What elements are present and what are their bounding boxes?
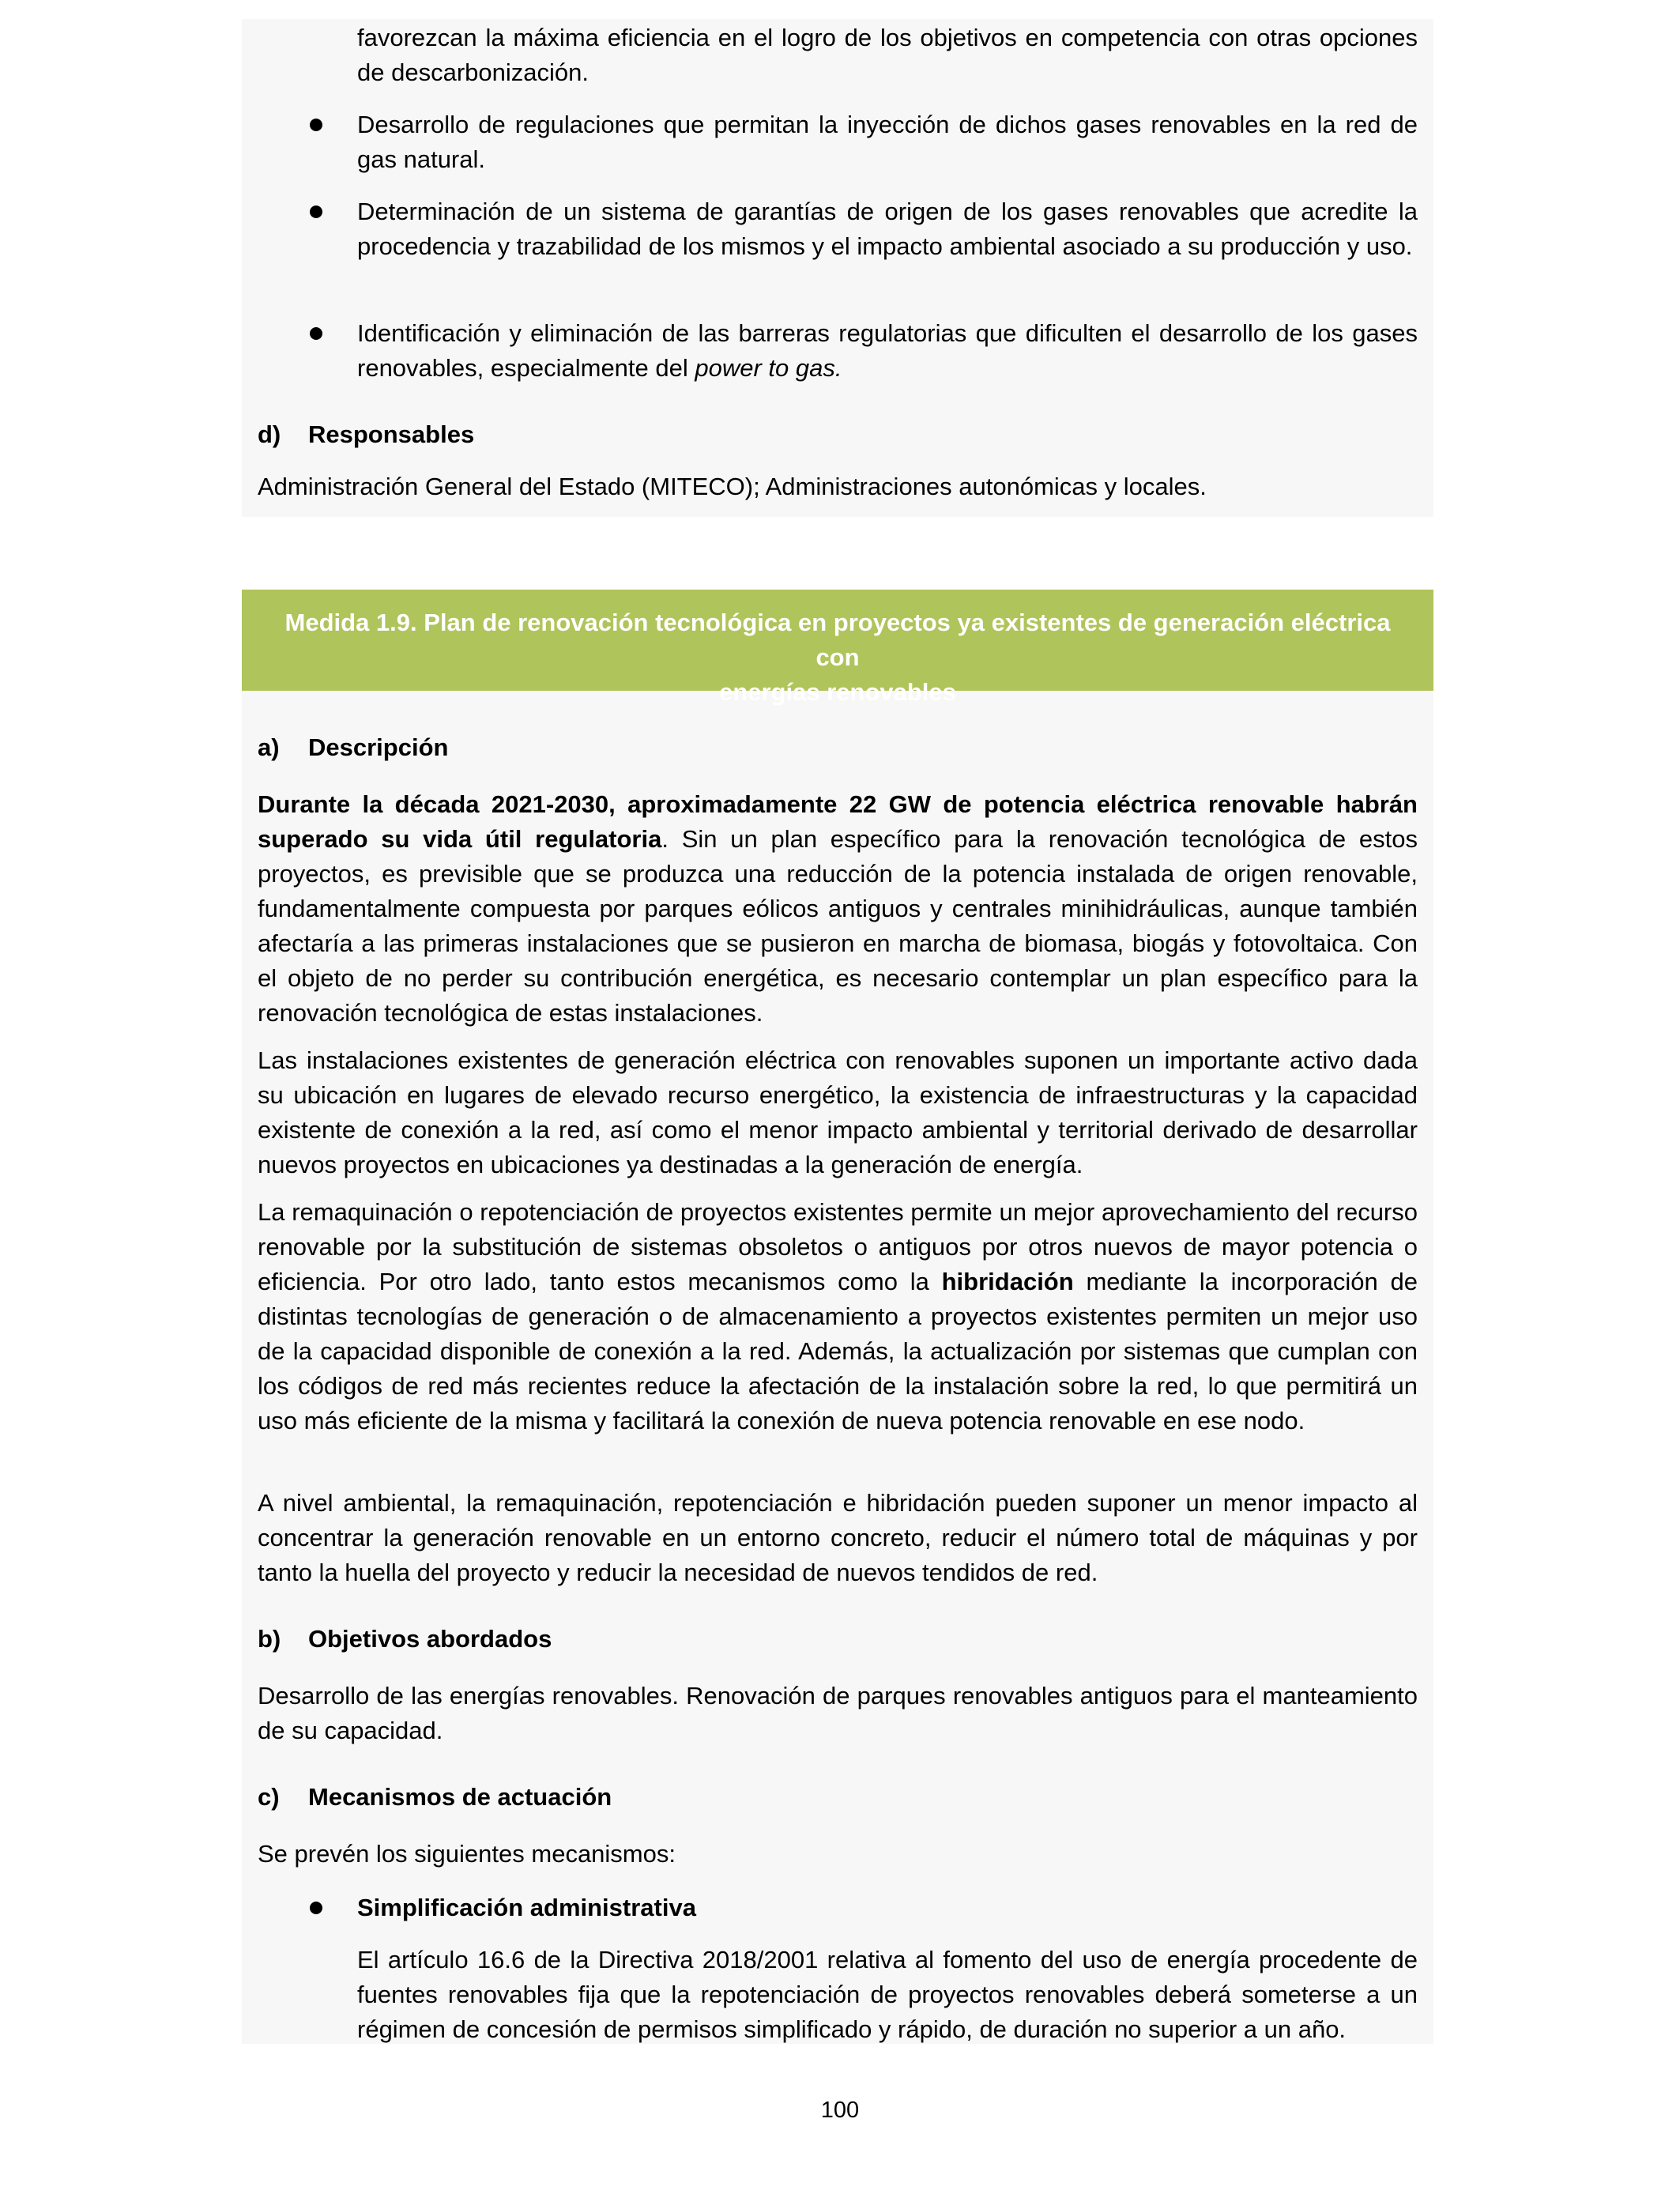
- bullet-icon: [310, 327, 322, 340]
- bullet-icon: [310, 119, 322, 131]
- bullet-icon: [310, 205, 322, 218]
- bullet-item: Desarrollo de regulaciones que permitan la inyección de dichos gases renovables en la red de gas natural.: [357, 111, 1418, 173]
- mecanismos-intro: Se prevén los siguientes mecanismos:: [258, 1840, 676, 1868]
- description-paragraph-3: La remaquinación o repotenciación de proyectos existentes permite un mejor aprovechamiento del recurso renovable por la substitución de sistemas obsoletos o antiguos por otros nuevos de mayor potencia o eficiencia. Por otro lado, tanto estos mecanismos como la hibridación mediante la incorporación de distintas tecnologías de generación o de almacenamiento a proyectos existentes permiten un mejor uso de la capacidad disponible de conexión a la red. Además, la actualización por sistemas que cumplan con los códigos de red más recientes reduce la afectación de la instalación sobre la red, lo que permitirá un uso más eficiente de la misma y facilitará la conexión de nueva potencia renovable en ese nodo.: [258, 1198, 1418, 1434]
- section-heading-b: b) Objetivos abordados: [258, 1625, 552, 1653]
- bullet-icon: [310, 1902, 322, 1914]
- description-paragraph-1: [258, 787, 1418, 1031]
- section-heading-a: a) Descripción: [258, 733, 449, 761]
- responsables-text: Administración General del Estado (MITECO); Administraciones autonómicas y locales.: [258, 473, 1207, 500]
- bullet-italic: power to gas.: [695, 354, 842, 382]
- measure-title-bar: [242, 590, 1433, 706]
- hibridacion-bold: hibridación: [941, 1268, 1074, 1295]
- bullet-item: [357, 316, 1418, 386]
- measure-title-line1: Medida 1.9. Plan de renovación tecnológica en proyectos ya existentes de generación eléctrica con: [284, 609, 1391, 671]
- description-paragraph-2: Las instalaciones existentes de generación eléctrica con renovables suponen un importante activo dada su ubicación en lugares de elevado recurso energético, la existencia de infraestructuras y la capacidad existente de conexión a la red, así como el menor impacto ambiental y territorial derivado de desarrollar nuevos proyectos en ubicaciones ya destinadas a la generación de energía.: [258, 1046, 1418, 1178]
- description-bold: Durante la década 2021-2030, aproximadamente 22 GW de potencia eléctrica renovable habrán superado su vida útil regulatoria: [258, 790, 1418, 853]
- mechanism-text: El artículo 16.6 de la Directiva 2018/2001 relativa al fomento del uso de energía procedente de fuentes renovables fija que la repotenciación de proyectos renovables deberá someterse a un régimen de concesión de permisos simplificado y rápido, de duración no superior a un año.: [357, 1946, 1418, 2043]
- section-heading-d: d) Responsables: [258, 420, 475, 448]
- section-heading-c: c) Mecanismos de actuación: [258, 1783, 612, 1811]
- mechanism-title: Simplificación administrativa: [357, 1894, 696, 1921]
- continuation-paragraph: favorezcan la máxima eficiencia en el logro de los objetivos en competencia con otras opciones de descarbonización.: [357, 24, 1418, 86]
- page-number: 100: [820, 2098, 860, 2123]
- description-paragraph-4: A nivel ambiental, la remaquinación, repotenciación e hibridación pueden suponer un menor impacto al concentrar la generación renovable en un entorno concreto, reducir el número total de máquinas y por tanto la huella del proyecto y reducir la necesidad de nuevos tendidos de red.: [258, 1489, 1418, 1586]
- bullet-text: Identificación y eliminación de las barreras regulatorias que dificulten el desarrollo de los gases renovables, especialmente del: [357, 319, 1418, 382]
- description-text: . Sin un plan específico para la renovación tecnológica de estos proyectos, es previsible que se produzca una reducción de la potencia instalada de origen renovable, fundamentalmente compuesta por parques eólicos antiguos y centrales minihidráulicas, aunque también afectaría a las primeras instalaciones que se pusieron en marcha de biomasa, biogás y fotovoltaica. Con el objeto de no perder su contribución energética, es necesario contemplar un plan específico para la renovación tecnológica de estas instalaciones.: [258, 825, 1418, 1027]
- bullet-item: Determinación de un sistema de garantías de origen de los gases renovables que acredite la procedencia y trazabilidad de los mismos y el impacto ambiental asociado a su producción y uso.: [357, 198, 1418, 260]
- measure-title-line2: energías renovables: [719, 678, 956, 706]
- objetivos-text: Desarrollo de las energías renovables. Renovación de parques renovables antiguos para el manteamiento de su capacidad.: [258, 1682, 1418, 1744]
